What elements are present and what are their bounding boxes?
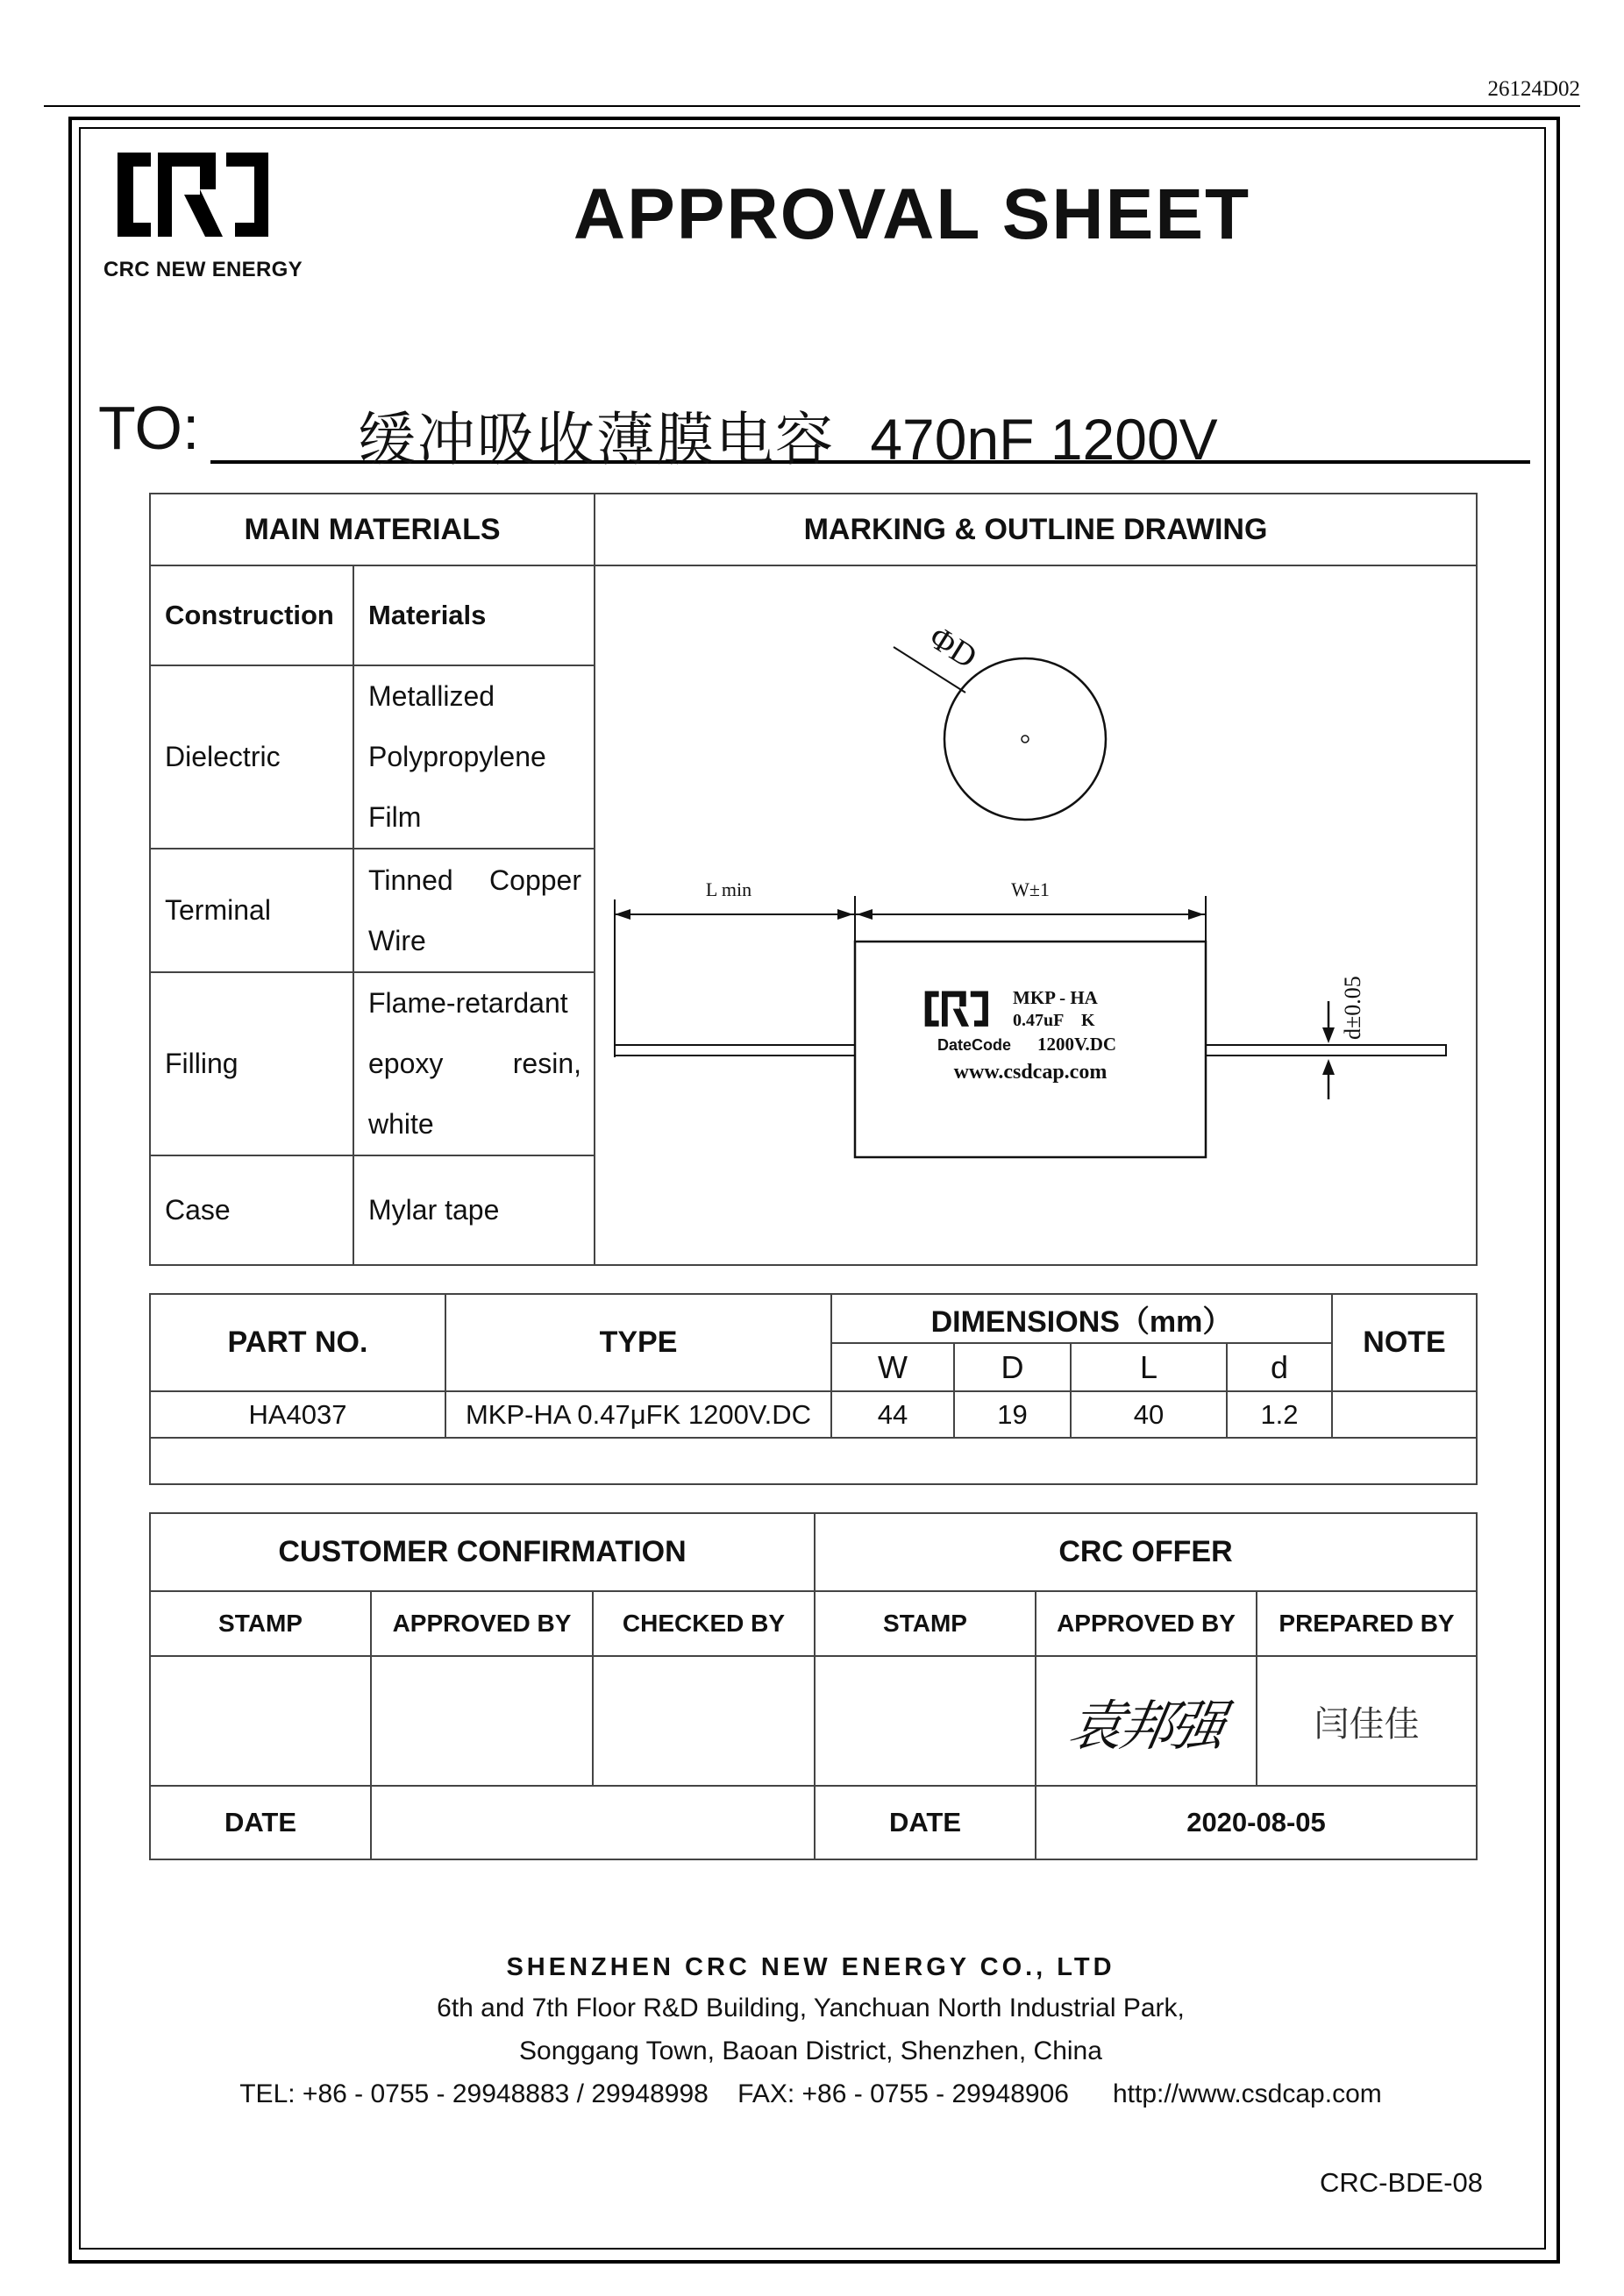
- dim-d-header: D: [954, 1343, 1071, 1391]
- construction-dielectric: Dielectric: [150, 665, 353, 849]
- crc-prepared-by-header: PREPARED BY: [1257, 1591, 1477, 1656]
- marking-tolerance: K: [1081, 1011, 1095, 1030]
- address-line-2: Songgang Town, Baoan District, Shenzhen, China: [519, 2037, 1102, 2065]
- material-case: Mylar tape: [353, 1155, 595, 1265]
- dimensions-header: DIMENSIONS（mm）: [831, 1294, 1332, 1343]
- customer-approved-by-header: APPROVED BY: [371, 1591, 593, 1656]
- address-line-1: 6th and 7th Floor R&D Building, Yanchuan North Industrial Park,: [437, 1994, 1185, 2022]
- company-name: SHENZHEN CRC NEW ENERGY CO., LTD: [506, 1953, 1115, 1981]
- construction-terminal: Terminal: [150, 849, 353, 972]
- customer-stamp-header: STAMP: [150, 1591, 371, 1656]
- marking-voltage: 1200V.DC: [1037, 1034, 1117, 1055]
- materials-table: [149, 493, 1478, 1266]
- dim-d-value: 19: [954, 1391, 1071, 1438]
- crc-date-value: 2020-08-05: [1036, 1786, 1477, 1859]
- crc-logo-icon: [114, 147, 272, 242]
- dim-l-value: 40: [1071, 1391, 1227, 1438]
- drawing-header: MARKING & OUTLINE DRAWING: [595, 494, 1477, 565]
- lead-left: [615, 1045, 855, 1056]
- dim-dd-value: 1.2: [1227, 1391, 1332, 1438]
- lead-right: [1206, 1045, 1446, 1056]
- dim-w-header: W: [831, 1343, 954, 1391]
- materials-column-header: Materials: [353, 565, 595, 665]
- customer-approved-by-cell: [371, 1656, 593, 1786]
- customer-confirmation-header: CUSTOMER CONFIRMATION: [150, 1513, 815, 1591]
- to-label: TO:: [98, 394, 200, 462]
- customer-checked-by-cell: [593, 1656, 815, 1786]
- partno-header: PART NO.: [150, 1294, 445, 1391]
- type-value: MKP-HA 0.47μFK 1200V.DC: [445, 1391, 831, 1438]
- marking-model: MKP - HA: [1013, 987, 1098, 1008]
- parts-table: [149, 1293, 1478, 1485]
- type-header: TYPE: [445, 1294, 831, 1391]
- construction-case: Case: [150, 1155, 353, 1265]
- table-row: [150, 1391, 1477, 1438]
- dim-dd-header: d: [1227, 1343, 1332, 1391]
- diameter-label: ΦD: [922, 619, 984, 676]
- crc-offer-header: CRC OFFER: [815, 1513, 1477, 1591]
- crc-approved-by-header: APPROVED BY: [1036, 1591, 1257, 1656]
- customer-date-value: [371, 1786, 815, 1859]
- customer-date-header: DATE: [150, 1786, 371, 1859]
- arrow-w-left: [857, 909, 873, 920]
- contact-line: TEL: +86 - 0755 - 29948883 / 29948998 FAX: +86 - 0755 - 29948906 http://www.csdcap.com: [239, 2079, 1382, 2108]
- crc-prepared-by-cell: [1257, 1656, 1477, 1786]
- note-header: NOTE: [1332, 1294, 1477, 1391]
- partno-value: HA4037: [150, 1391, 445, 1438]
- form-code: CRC-BDE-08: [1320, 2167, 1484, 2198]
- customer-checked-by-header: CHECKED BY: [593, 1591, 815, 1656]
- empty-cell: [150, 1438, 1477, 1484]
- preparer-name: 闫佳佳: [1314, 1703, 1420, 1745]
- approver-signature: 袁邦强: [1063, 1693, 1228, 1758]
- crc-date-header: DATE: [815, 1786, 1036, 1859]
- to-product: [358, 393, 1218, 476]
- dim-w-value: 44: [831, 1391, 954, 1438]
- confirmation-table: [149, 1512, 1478, 1860]
- materials-header: MAIN MATERIALS: [150, 494, 595, 565]
- crc-stamp-header: STAMP: [815, 1591, 1036, 1656]
- product-name-cn: 缓冲吸收薄膜电容: [358, 406, 835, 473]
- marking-url: www.csdcap.com: [953, 1061, 1108, 1084]
- capacitor-body: [855, 942, 1206, 1157]
- capacitor-end-view: [944, 658, 1106, 820]
- lmin-label: L min: [705, 878, 752, 900]
- material-dielectric: Metallized Polypropylene Film: [353, 665, 595, 849]
- document-code: 26124D02: [1487, 77, 1580, 101]
- construction-column-header: Construction: [150, 565, 353, 665]
- marking-capacitance: 0.47uF: [1013, 1011, 1065, 1030]
- outline-drawing-cell: [595, 565, 1477, 1265]
- empty-row: [150, 1438, 1477, 1484]
- page-title: APPROVAL SHEET: [573, 174, 1251, 254]
- d-label: d±0.05: [1340, 976, 1365, 1040]
- arrow-w-right: [1188, 909, 1204, 920]
- note-value: [1332, 1391, 1477, 1438]
- crc-approved-by-cell: [1036, 1656, 1257, 1786]
- customer-stamp-cell: [150, 1656, 371, 1786]
- material-terminal: Tinned Copper Wire: [353, 849, 595, 972]
- construction-filling: Filling: [150, 972, 353, 1155]
- arrow-lmin-right: [837, 909, 853, 920]
- header-rule: [44, 105, 1580, 107]
- crc-stamp-cell: [815, 1656, 1036, 1786]
- outline-drawing: [595, 566, 1476, 1261]
- center-mark: [1022, 736, 1029, 743]
- d-arrowhead-top: [1322, 1027, 1335, 1043]
- arrow-lmin-left: [615, 909, 630, 920]
- brand-name: CRC NEW ENERGY: [103, 258, 303, 281]
- marking-datecode: DateCode: [937, 1036, 1012, 1054]
- product-spec: 470nF 1200V: [870, 407, 1218, 472]
- w-label: W±1: [1011, 878, 1050, 900]
- material-filling: Flame-retardant epoxy resin, white: [353, 972, 595, 1155]
- dim-l-header: L: [1071, 1343, 1227, 1391]
- d-arrowhead-bottom: [1322, 1059, 1335, 1075]
